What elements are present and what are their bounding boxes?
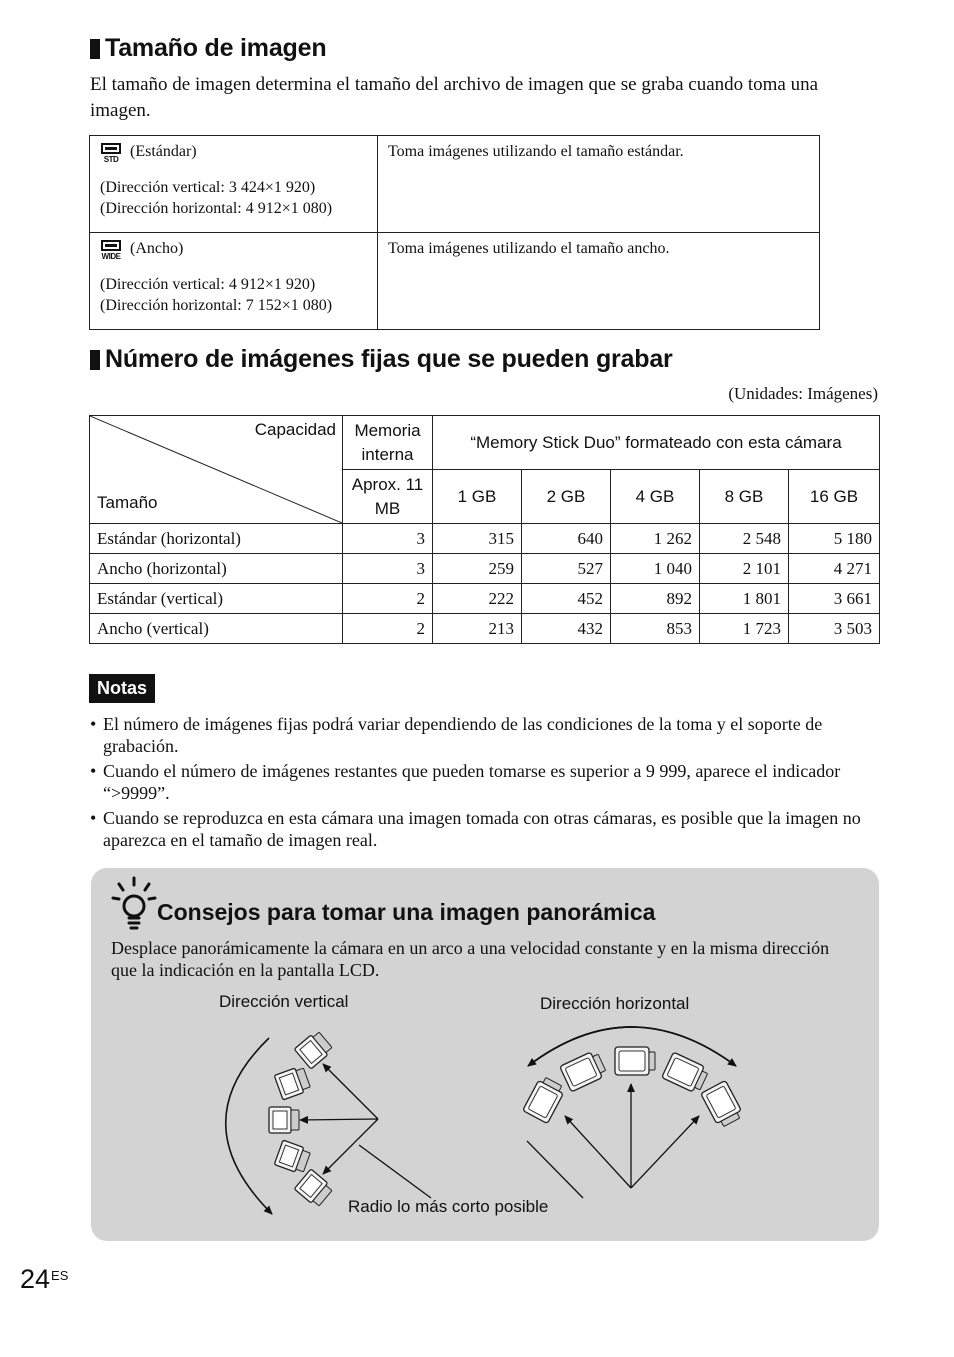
page-number-value: 24 <box>20 1264 51 1294</box>
count-cell: 3 <box>343 524 433 554</box>
vertical-direction-label: Dirección vertical <box>219 992 349 1011</box>
page-number <box>20 1264 68 1295</box>
count-cell: 1 723 <box>700 614 789 644</box>
count-cell: 892 <box>611 584 700 614</box>
panorama-diagram <box>91 868 879 1241</box>
size-mode-label: (Ancho) <box>130 240 184 257</box>
tip-box <box>91 868 879 1241</box>
notes-label: Notas <box>89 674 155 703</box>
list-item: • El número de imágenes fijas podrá variar dependiendo de las condiciones de la toma y el soporte de grabación. <box>90 713 880 757</box>
count-cell: 452 <box>522 584 611 614</box>
count-cell: 3 <box>343 554 433 584</box>
table-row <box>90 233 820 330</box>
row-label: Ancho (vertical) <box>90 614 343 644</box>
column-header: 16 GB <box>789 470 880 524</box>
count-cell: 640 <box>522 524 611 554</box>
count-cell: 1 040 <box>611 554 700 584</box>
table-row <box>90 136 820 233</box>
count-cell: 432 <box>522 614 611 644</box>
image-size-intro: El tamaño de imagen determina el tamaño del archivo de imagen que se graba cuando toma una imagen. <box>90 74 819 121</box>
image-count-table <box>89 415 880 644</box>
size-cell <box>90 136 378 233</box>
units-label: (Unidades: Imágenes) <box>728 384 878 403</box>
column-header: Aprox. 11 MB <box>343 470 433 524</box>
wide-size-icon: WIDE <box>100 240 122 261</box>
count-cell: 1 801 <box>700 584 789 614</box>
column-header: 2 GB <box>522 470 611 524</box>
internal-memory-header: Memoria interna <box>343 416 433 470</box>
section-marker-icon <box>90 350 100 370</box>
section-title-image-size <box>90 34 326 63</box>
list-item: • Cuando el número de imágenes restantes que pueden tomarse es superior a 9 999, aparece el indicador “>9999”. <box>90 760 880 804</box>
page-number-suffix: ES <box>51 1268 69 1283</box>
size-header: Tamaño <box>97 493 158 512</box>
size-horizontal: (Dirección horizontal: 4 912×1 080) <box>100 200 333 217</box>
capacity-header: Capacidad <box>254 420 336 439</box>
size-vertical: (Dirección vertical: 3 424×1 920) <box>100 179 316 196</box>
radius-label: Radio lo más corto posible <box>348 1197 549 1216</box>
diagonal-header-cell <box>90 416 343 524</box>
table-row <box>90 554 880 584</box>
count-cell: 527 <box>522 554 611 584</box>
count-cell: 3 661 <box>789 584 880 614</box>
size-cell <box>90 233 378 330</box>
memory-stick-header: “Memory Stick Duo” formateado con esta cámara <box>433 416 880 470</box>
size-horizontal: (Dirección horizontal: 7 152×1 080) <box>100 297 333 314</box>
size-description: Toma imágenes utilizando el tamaño ancho. <box>378 233 820 330</box>
section-title-text: Número de imágenes fijas que se pueden grabar <box>105 345 673 373</box>
column-header: 4 GB <box>611 470 700 524</box>
image-size-table <box>89 135 820 330</box>
size-mode-label: (Estándar) <box>130 143 197 160</box>
count-cell: 222 <box>433 584 522 614</box>
count-cell: 2 <box>343 614 433 644</box>
table-row <box>90 614 880 644</box>
table-row <box>90 524 880 554</box>
count-cell: 853 <box>611 614 700 644</box>
row-label: Estándar (horizontal) <box>90 524 343 554</box>
count-cell: 259 <box>433 554 522 584</box>
count-cell: 2 <box>343 584 433 614</box>
tip-title: Consejos para tomar una imagen panorámica <box>157 899 656 925</box>
list-item: • Cuando se reproduzca en esta cámara una imagen tomada con otras cámaras, es posible que la imagen no aparezca en el tamaño de imagen real. <box>90 807 880 851</box>
count-cell: 1 262 <box>611 524 700 554</box>
count-cell: 3 503 <box>789 614 880 644</box>
count-cell: 2 548 <box>700 524 789 554</box>
horizontal-direction-label: Dirección horizontal <box>540 994 690 1013</box>
section-marker-icon <box>90 39 100 59</box>
row-label: Estándar (vertical) <box>90 584 343 614</box>
column-header: 8 GB <box>700 470 789 524</box>
std-size-icon: STD <box>100 143 122 164</box>
column-header: 1 GB <box>433 470 522 524</box>
section-title-text: Tamaño de imagen <box>105 34 327 62</box>
table-row <box>90 584 880 614</box>
row-label: Ancho (horizontal) <box>90 554 343 584</box>
section-title-image-count <box>90 345 673 374</box>
count-cell: 5 180 <box>789 524 880 554</box>
notes-list <box>90 713 880 854</box>
count-cell: 4 271 <box>789 554 880 584</box>
count-cell: 315 <box>433 524 522 554</box>
count-cell: 2 101 <box>700 554 789 584</box>
size-vertical: (Dirección vertical: 4 912×1 920) <box>100 276 316 293</box>
count-cell: 213 <box>433 614 522 644</box>
size-description: Toma imágenes utilizando el tamaño estándar. <box>378 136 820 233</box>
tip-body: Desplace panorámicamente la cámara en un arco a una velocidad constante y en la misma dirección que la indicación en la pantalla LCD. <box>111 938 830 980</box>
